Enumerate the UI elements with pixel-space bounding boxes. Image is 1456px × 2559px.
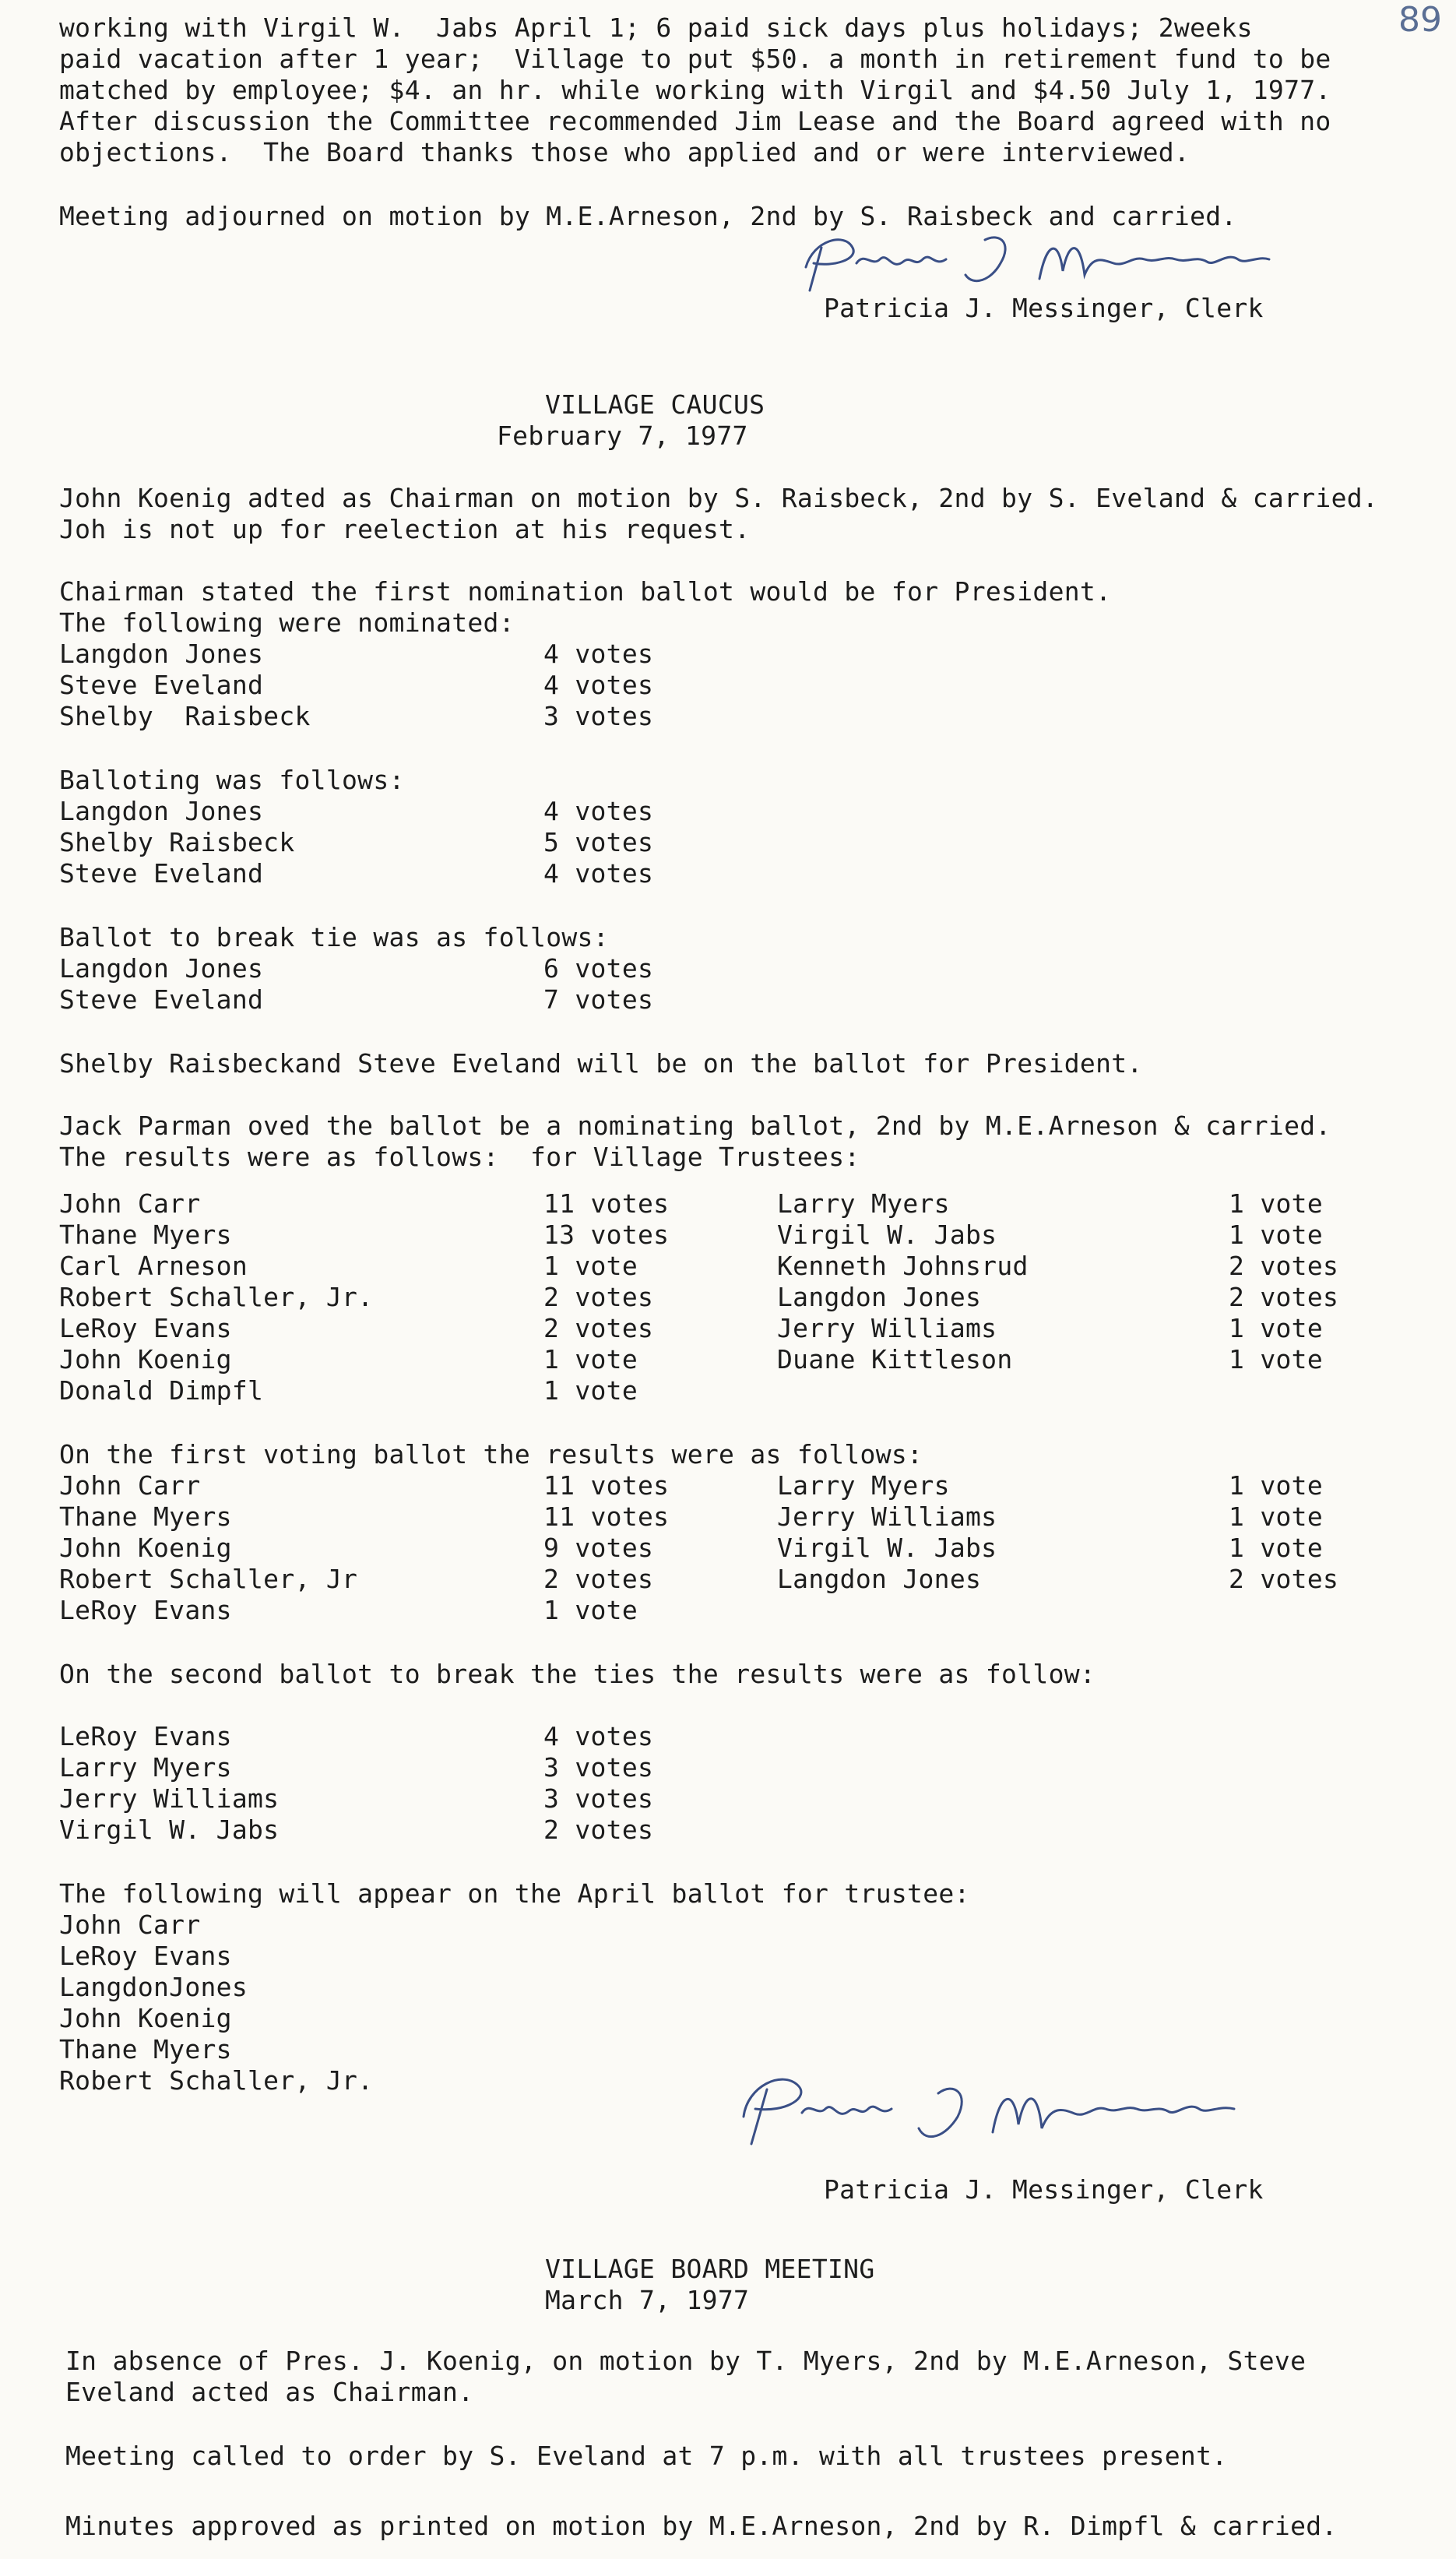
vote-name: Langdon Jones [777,1564,982,1594]
vote-name: John Carr [59,1470,201,1501]
hire-line-3: matched by employee; $4. an hr. while working with Virgil and $4.50 July 1, 1977. [59,75,1331,105]
vote-count: 4 votes [543,1721,654,1751]
april-candidate: John Koenig [59,2003,232,2033]
adjourned-line: Meeting adjourned on motion by M.E.Arneson, 2nd by S. Raisbeck and carried. [59,201,1237,231]
trustee-intro-1: Jack Parman oved the ballot be a nominating ballot, 2nd by M.E.Arneson & carried. [59,1111,1331,1141]
tie-label: Ballot to break tie was as follows: [59,922,609,952]
vote-name: Shelby Raisbeck [59,827,295,857]
vote-name: Robert Schaller, Jr [59,1564,358,1594]
vote-name: Thane Myers [59,1501,232,1532]
vote-count: 11 votes [543,1470,670,1501]
vote-name: Jerry Williams [59,1783,280,1814]
vote-name: Virgil W. Jabs [777,1533,997,1563]
vote-count: 2 votes [543,1282,654,1312]
called-to-order: Meeting called to order by S. Eveland at 7 p.m. with all trustees present. [65,2441,1228,2471]
vote-name: Duane Kittleson [777,1344,1013,1375]
board-date: March 7, 1977 [545,2285,750,2315]
vote-count: 1 vote [1229,1220,1324,1250]
page-number: 89 [1398,0,1442,40]
vote-count: 13 votes [543,1220,670,1250]
vote-count: 11 votes [543,1501,670,1532]
signature-image [720,2062,1281,2156]
april-candidate: Robert Schaller, Jr. [59,2065,374,2096]
april-candidate: LeRoy Evans [59,1941,232,1971]
minutes-approved: Minutes approved as printed on motion by M.E.Arneson, 2nd by R. Dimpfl & carried. [65,2511,1338,2541]
nomination-intro-1: Chairman stated the first nomination ballot would be for President. [59,576,1112,607]
vote-count: 1 vote [1229,1344,1324,1375]
signature-image [790,224,1320,294]
vote-count: 1 vote [1229,1313,1324,1343]
vote-name: Donald Dimpfl [59,1375,264,1406]
vote-count: 2 votes [1229,1251,1339,1281]
vote-name: LeRoy Evans [59,1595,232,1625]
april-label: The following will appear on the April ballot for trustee: [59,1878,970,1909]
first-ballot-label: On the first voting ballot the results were as follows: [59,1439,923,1470]
second-ballot-label: On the second ballot to break the ties the results were as follow: [59,1659,1096,1689]
vote-count: 1 vote [1229,1188,1324,1219]
vote-count: 4 votes [543,796,654,826]
april-candidate: LangdonJones [59,1972,248,2002]
vote-count: 2 votes [1229,1282,1339,1312]
vote-name: Jerry Williams [777,1313,997,1343]
hire-line-4: After discussion the Committee recommended Jim Lease and the Board agreed with no [59,106,1331,136]
vote-name: Thane Myers [59,1220,232,1250]
vote-name: Virgil W. Jabs [59,1815,280,1845]
caucus-chair-line-2: Joh is not up for reelection at his request. [59,514,751,544]
hire-line-5: objections. The Board thanks those who applied and or were interviewed. [59,137,1190,167]
vote-count: 2 votes [543,1564,654,1594]
vote-count: 1 vote [543,1595,638,1625]
vote-count: 5 votes [543,827,654,857]
vote-name: Steve Eveland [59,858,264,889]
clerk-signature-line-2: Patricia J. Messinger, Clerk [824,2174,1264,2205]
vote-name: Larry Myers [59,1752,232,1783]
vote-count: 11 votes [543,1188,670,1219]
vote-count: 2 votes [543,1313,654,1343]
caucus-chair-line-1: John Koenig adted as Chairman on motion by S. Raisbeck, 2nd by S. Eveland & carried. [59,483,1379,513]
nomination-intro-2: The following were nominated: [59,607,515,638]
vote-count: 9 votes [543,1533,654,1563]
vote-count: 1 vote [1229,1501,1324,1532]
vote-name: LeRoy Evans [59,1313,232,1343]
vote-name: Larry Myers [777,1188,950,1219]
trustee-intro-2: The results were as follows: for Village Trustees: [59,1142,860,1172]
vote-name: John Koenig [59,1344,232,1375]
vote-count: 1 vote [543,1251,638,1281]
vote-name: LeRoy Evans [59,1721,232,1751]
vote-count: 2 votes [543,1815,654,1845]
vote-name: Jerry Williams [777,1501,997,1532]
vote-count: 3 votes [543,1783,654,1814]
april-candidate: John Carr [59,1910,201,1940]
balloting-label: Balloting was follows: [59,765,405,795]
caucus-date: February 7, 1977 [497,421,748,451]
absence-line-2: Eveland acted as Chairman. [65,2377,474,2407]
vote-name: John Carr [59,1188,201,1219]
vote-count: 1 vote [1229,1533,1324,1563]
vote-name: Kenneth Johnsrud [777,1251,1029,1281]
caucus-title: VILLAGE CAUCUS [545,389,765,420]
vote-count: 2 votes [1229,1564,1339,1594]
april-candidate: Thane Myers [59,2034,232,2064]
vote-name: Langdon Jones [59,953,264,984]
president-result: Shelby Raisbeckand Steve Eveland will be on the ballot for President. [59,1048,1143,1079]
vote-count: 3 votes [543,701,654,731]
vote-name: Shelby Raisbeck [59,701,311,731]
vote-count: 4 votes [543,858,654,889]
vote-name: Virgil W. Jabs [777,1220,997,1250]
vote-count: 1 vote [1229,1470,1324,1501]
vote-name: Langdon Jones [59,639,264,669]
vote-name: Robert Schaller, Jr. [59,1282,374,1312]
vote-count: 4 votes [543,670,654,700]
vote-name: Steve Eveland [59,984,264,1015]
vote-name: Larry Myers [777,1470,950,1501]
vote-count: 4 votes [543,639,654,669]
hire-line-2: paid vacation after 1 year; Village to put $50. a month in retirement fund to be [59,44,1331,74]
clerk-signature-line-1: Patricia J. Messinger, Clerk [824,293,1264,323]
vote-name: Steve Eveland [59,670,264,700]
vote-count: 7 votes [543,984,654,1015]
absence-line-1: In absence of Pres. J. Koenig, on motion by T. Myers, 2nd by M.E.Arneson, Steve [65,2346,1307,2376]
vote-name: Langdon Jones [59,796,264,826]
vote-name: John Koenig [59,1533,232,1563]
vote-count: 6 votes [543,953,654,984]
hire-line-1: working with Virgil W. Jabs April 1; 6 paid sick days plus holidays; 2weeks [59,12,1253,43]
vote-name: Carl Arneson [59,1251,248,1281]
vote-count: 3 votes [543,1752,654,1783]
vote-count: 1 vote [543,1375,638,1406]
vote-name: Langdon Jones [777,1282,982,1312]
vote-count: 1 vote [543,1344,638,1375]
board-title: VILLAGE BOARD MEETING [545,2254,875,2284]
